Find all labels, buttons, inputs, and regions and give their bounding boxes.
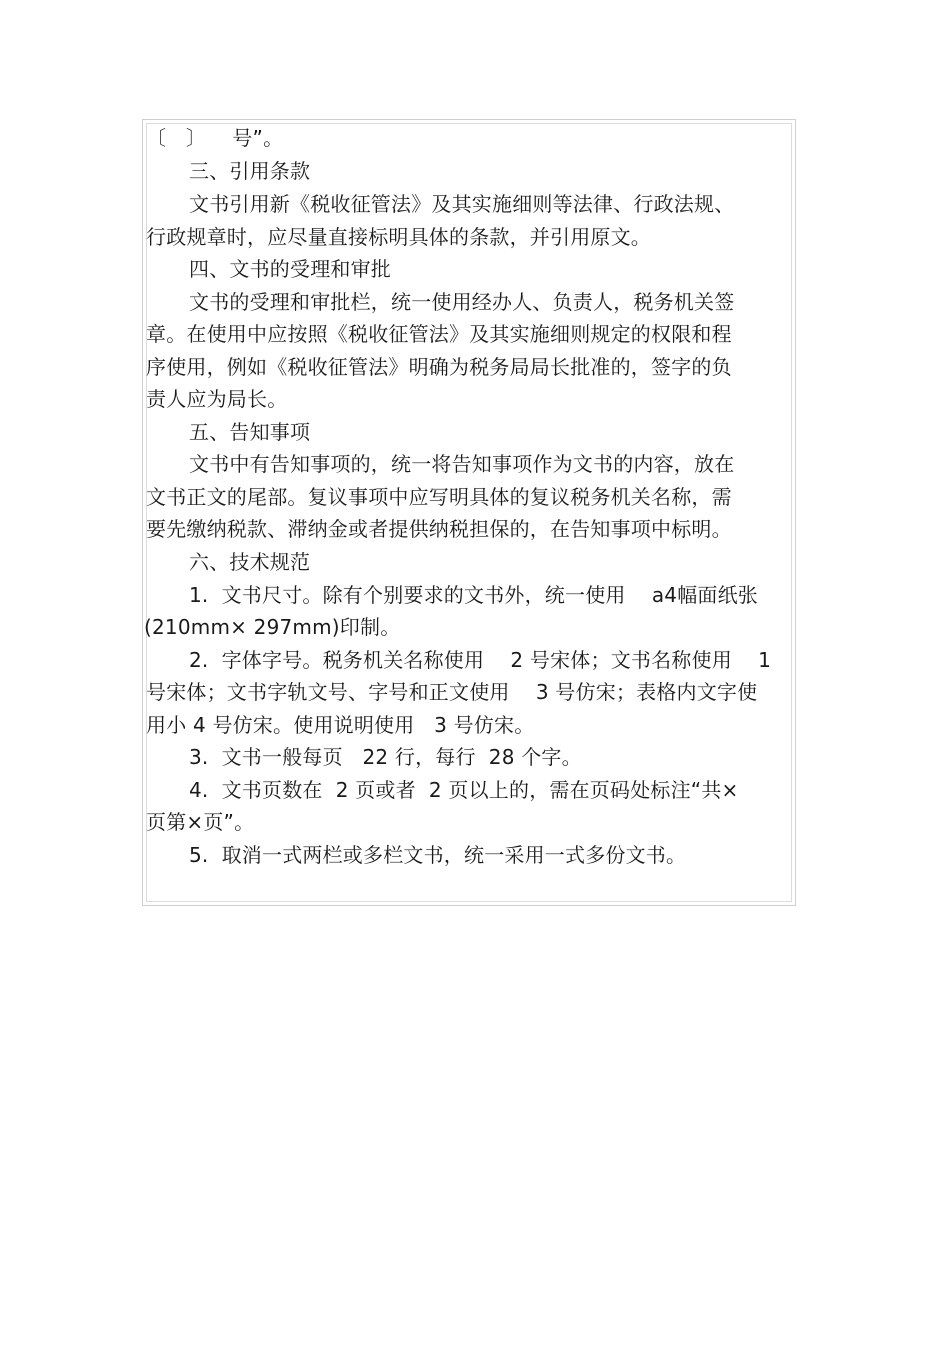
section-heading: 五、告知事项 <box>189 420 311 444</box>
section-heading: 三、引用条款 <box>189 159 311 183</box>
text-line: 1. 文书尺寸。除有个别要求的文书外，统一使用 a4幅面纸张 <box>189 583 759 607</box>
text-line: 要先缴纳税款、滞纳金或者提供纳税担保的，在告知事项中标明。 <box>146 517 732 541</box>
text-line: 号宋体；文书字轨文号、字号和正文使用 3 号仿宋；表格内文字使 <box>146 680 758 704</box>
section-heading: 六、技术规范 <box>189 550 311 574</box>
text-line: 3. 文书一般每页 22 行，每行 28 个字。 <box>189 745 582 769</box>
text-line: (210mm× 297mm)印制。 <box>144 615 401 639</box>
text-line: 责人应为局长。 <box>146 387 288 411</box>
text-line: 文书中有告知事项的，统一将告知事项作为文书的内容，放在 <box>189 452 735 476</box>
text-line: 文书正文的尾部。复议事项中应写明具体的复议税务机关名称，需 <box>146 485 732 509</box>
text-line: 2. 字体字号。税务机关名称使用 2 号宋体；文书名称使用 1 <box>189 648 772 672</box>
text-line: 文书的受理和审批栏，统一使用经办人、负责人，税务机关签 <box>189 290 735 314</box>
text-line: 4. 文书页数在 2 页或者 2 页以上的，需在页码处标注“共× <box>189 778 739 802</box>
text-line: 〔 〕 号”。 <box>146 126 284 150</box>
text-line: 文书引用新《税收征管法》及其实施细则等法律、行政法规、 <box>189 192 735 216</box>
text-line: 用小 4 号仿宋。使用说明使用 3 号仿宋。 <box>146 713 535 737</box>
text-line: 行政规章时，应尽量直接标明具体的条款，并引用原文。 <box>146 225 651 249</box>
text-line: 5. 取消一式两栏或多栏文书，统一采用一式多份文书。 <box>189 843 687 867</box>
text-line: 章。在使用中应按照《税收征管法》及其实施细则规定的权限和程 <box>146 322 732 346</box>
text-line: 序使用，例如《税收征管法》明确为税务局局长批准的，签字的负 <box>146 355 732 379</box>
text-line: 页第×页”。 <box>146 810 255 834</box>
section-heading: 四、文书的受理和审批 <box>189 257 391 281</box>
